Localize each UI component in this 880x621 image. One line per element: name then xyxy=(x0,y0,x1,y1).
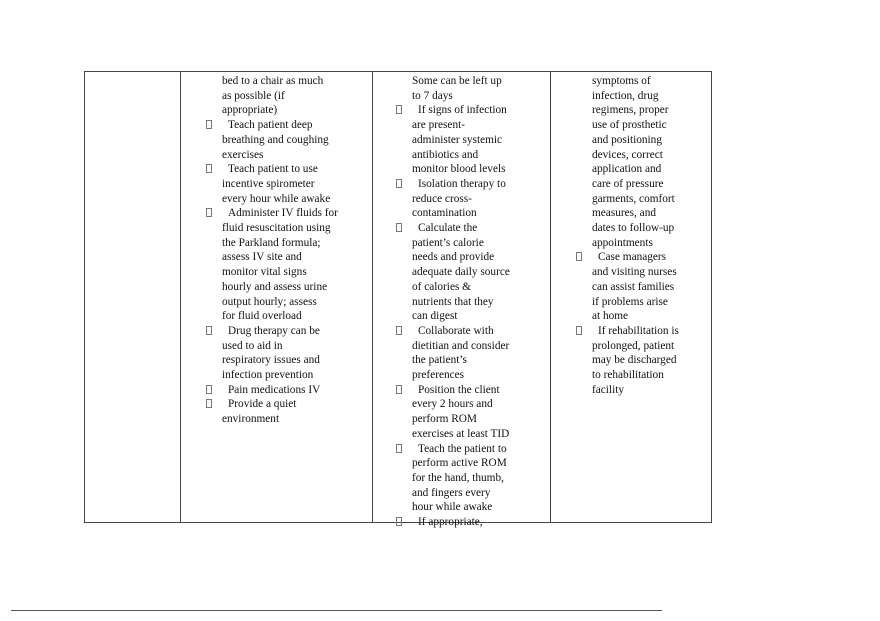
bullet-text: Calculate the xyxy=(418,222,478,235)
interventions-column-2 xyxy=(206,74,338,427)
column-divider xyxy=(550,71,551,523)
bullet-box-icon xyxy=(396,326,402,335)
bullet-box-icon xyxy=(206,399,212,408)
bullet-text: Teach the patient to xyxy=(418,442,507,455)
text-line: contamination xyxy=(412,207,477,220)
bullet-text: If appropriate, xyxy=(418,516,483,529)
bullet-item xyxy=(396,103,510,118)
text-line: environment xyxy=(222,413,280,426)
bullet-box-icon xyxy=(396,223,402,232)
bullet-box-icon xyxy=(206,164,212,173)
bullet-box-icon xyxy=(576,252,582,261)
text-line: dates to follow-up xyxy=(592,222,675,235)
text-line: respiratory issues and xyxy=(222,354,320,367)
interventions-column-3 xyxy=(396,74,510,530)
text-line: appointments xyxy=(592,236,653,249)
text-line: dietitian and consider xyxy=(412,339,510,352)
text-line: infection, drug xyxy=(592,89,659,102)
text-line: to 7 days xyxy=(412,89,453,102)
text-line: perform active ROM xyxy=(412,457,507,470)
bullet-box-icon xyxy=(396,517,402,526)
bullet-item xyxy=(396,177,510,192)
text-line: infection prevention xyxy=(222,369,314,382)
bullet-box-icon xyxy=(396,105,402,114)
text-line: used to aid in xyxy=(222,339,283,352)
text-line: perform ROM xyxy=(412,413,477,426)
bullet-box-icon xyxy=(206,208,212,217)
bullet-text: Teach patient deep xyxy=(228,119,313,132)
text-line: facility xyxy=(592,383,624,396)
text-line: every hour while awake xyxy=(222,192,331,205)
bullet-box-icon xyxy=(206,120,212,129)
text-line: needs and provide xyxy=(412,251,495,264)
bullet-text: If signs of infection xyxy=(418,104,507,117)
text-line: every 2 hours and xyxy=(412,398,493,411)
bullet-item xyxy=(576,250,679,265)
text-line: and visiting nurses xyxy=(592,266,677,279)
bullet-box-icon xyxy=(206,326,212,335)
bullet-item xyxy=(396,515,510,530)
column-divider xyxy=(372,71,373,523)
bullet-text: Case managers xyxy=(598,251,667,264)
bullet-item xyxy=(206,397,338,412)
text-line: hour while awake xyxy=(412,501,493,514)
text-line: devices, correct xyxy=(592,148,663,161)
text-line: garments, comfort xyxy=(592,192,675,205)
text-line: the patient’s xyxy=(412,354,467,367)
text-line: administer systemic xyxy=(412,133,503,146)
bullet-text: If rehabilitation is xyxy=(598,324,679,337)
text-line: prolonged, patient xyxy=(592,339,675,352)
bullet-box-icon xyxy=(396,385,402,394)
text-line: nutrients that they xyxy=(412,295,494,308)
text-line: antibiotics and xyxy=(412,148,479,161)
text-line: and positioning xyxy=(592,133,662,146)
text-line: hourly and assess urine xyxy=(222,280,328,293)
bullet-text: Isolation therapy to xyxy=(418,177,506,190)
text-line: incentive spirometer xyxy=(222,177,315,190)
text-line: patient’s calorie xyxy=(412,236,484,249)
column-divider xyxy=(180,71,181,523)
text-line: exercises at least TID xyxy=(412,427,510,440)
bullet-item xyxy=(206,324,338,339)
bullet-text: Pain medications IV xyxy=(228,383,321,396)
bullet-text: Position the client xyxy=(418,383,500,396)
text-line: the Parkland formula; xyxy=(222,236,321,249)
text-line: measures, and xyxy=(592,207,656,220)
bullet-item xyxy=(396,324,510,339)
bullet-box-icon xyxy=(206,385,212,394)
text-line: if problems arise xyxy=(592,295,668,308)
bullet-item xyxy=(396,383,510,398)
text-line: output hourly; assess xyxy=(222,295,317,308)
bullet-box-icon xyxy=(576,326,582,335)
text-line: adequate daily source xyxy=(412,266,510,279)
footer-rule xyxy=(11,610,662,611)
text-line: of calories & xyxy=(412,280,471,293)
bullet-item xyxy=(206,118,338,133)
text-line: symptoms of xyxy=(592,75,651,87)
bullet-item xyxy=(206,206,338,221)
text-line: and fingers every xyxy=(412,486,491,499)
text-line: assess IV site and xyxy=(222,251,302,264)
text-line: for fluid overload xyxy=(222,310,302,323)
text-line: Some can be left up xyxy=(412,75,502,87)
text-line: as possible (if xyxy=(222,89,285,102)
bullet-text: Drug therapy can be xyxy=(228,324,320,337)
text-line: appropriate) xyxy=(222,104,278,117)
bullet-text: Collaborate with xyxy=(418,324,494,337)
text-line: use of prosthetic xyxy=(592,119,667,132)
bullet-box-icon xyxy=(396,179,402,188)
bullet-item xyxy=(206,162,338,177)
bullet-box-icon xyxy=(396,444,402,453)
text-line: are present- xyxy=(412,119,465,132)
text-line: can digest xyxy=(412,310,458,323)
text-line: at home xyxy=(592,310,629,323)
text-line: care of pressure xyxy=(592,177,664,190)
bullet-item xyxy=(396,442,510,457)
bullet-text: Administer IV fluids for xyxy=(228,207,338,220)
text-line: monitor blood levels xyxy=(412,163,506,176)
bullet-text: Teach patient to use xyxy=(228,163,318,176)
text-line: monitor vital signs xyxy=(222,266,307,279)
text-line: breathing and coughing xyxy=(222,133,329,146)
text-line: exercises xyxy=(222,148,264,161)
text-line: preferences xyxy=(412,369,465,382)
bullet-item xyxy=(396,221,510,236)
text-line: may be discharged xyxy=(592,354,677,367)
text-line: bed to a chair as much xyxy=(222,75,324,87)
bullet-item xyxy=(576,324,679,339)
bullet-text: Provide a quiet xyxy=(228,398,297,411)
text-line: to rehabilitation xyxy=(592,369,664,382)
bullet-item xyxy=(206,383,338,398)
text-line: can assist families xyxy=(592,280,675,293)
text-line: regimens, proper xyxy=(592,104,669,117)
text-line: application and xyxy=(592,163,662,176)
text-line: for the hand, thumb, xyxy=(412,471,504,484)
text-line: reduce cross- xyxy=(412,192,472,205)
interventions-column-4 xyxy=(576,74,679,397)
text-line: fluid resuscitation using xyxy=(222,222,331,235)
